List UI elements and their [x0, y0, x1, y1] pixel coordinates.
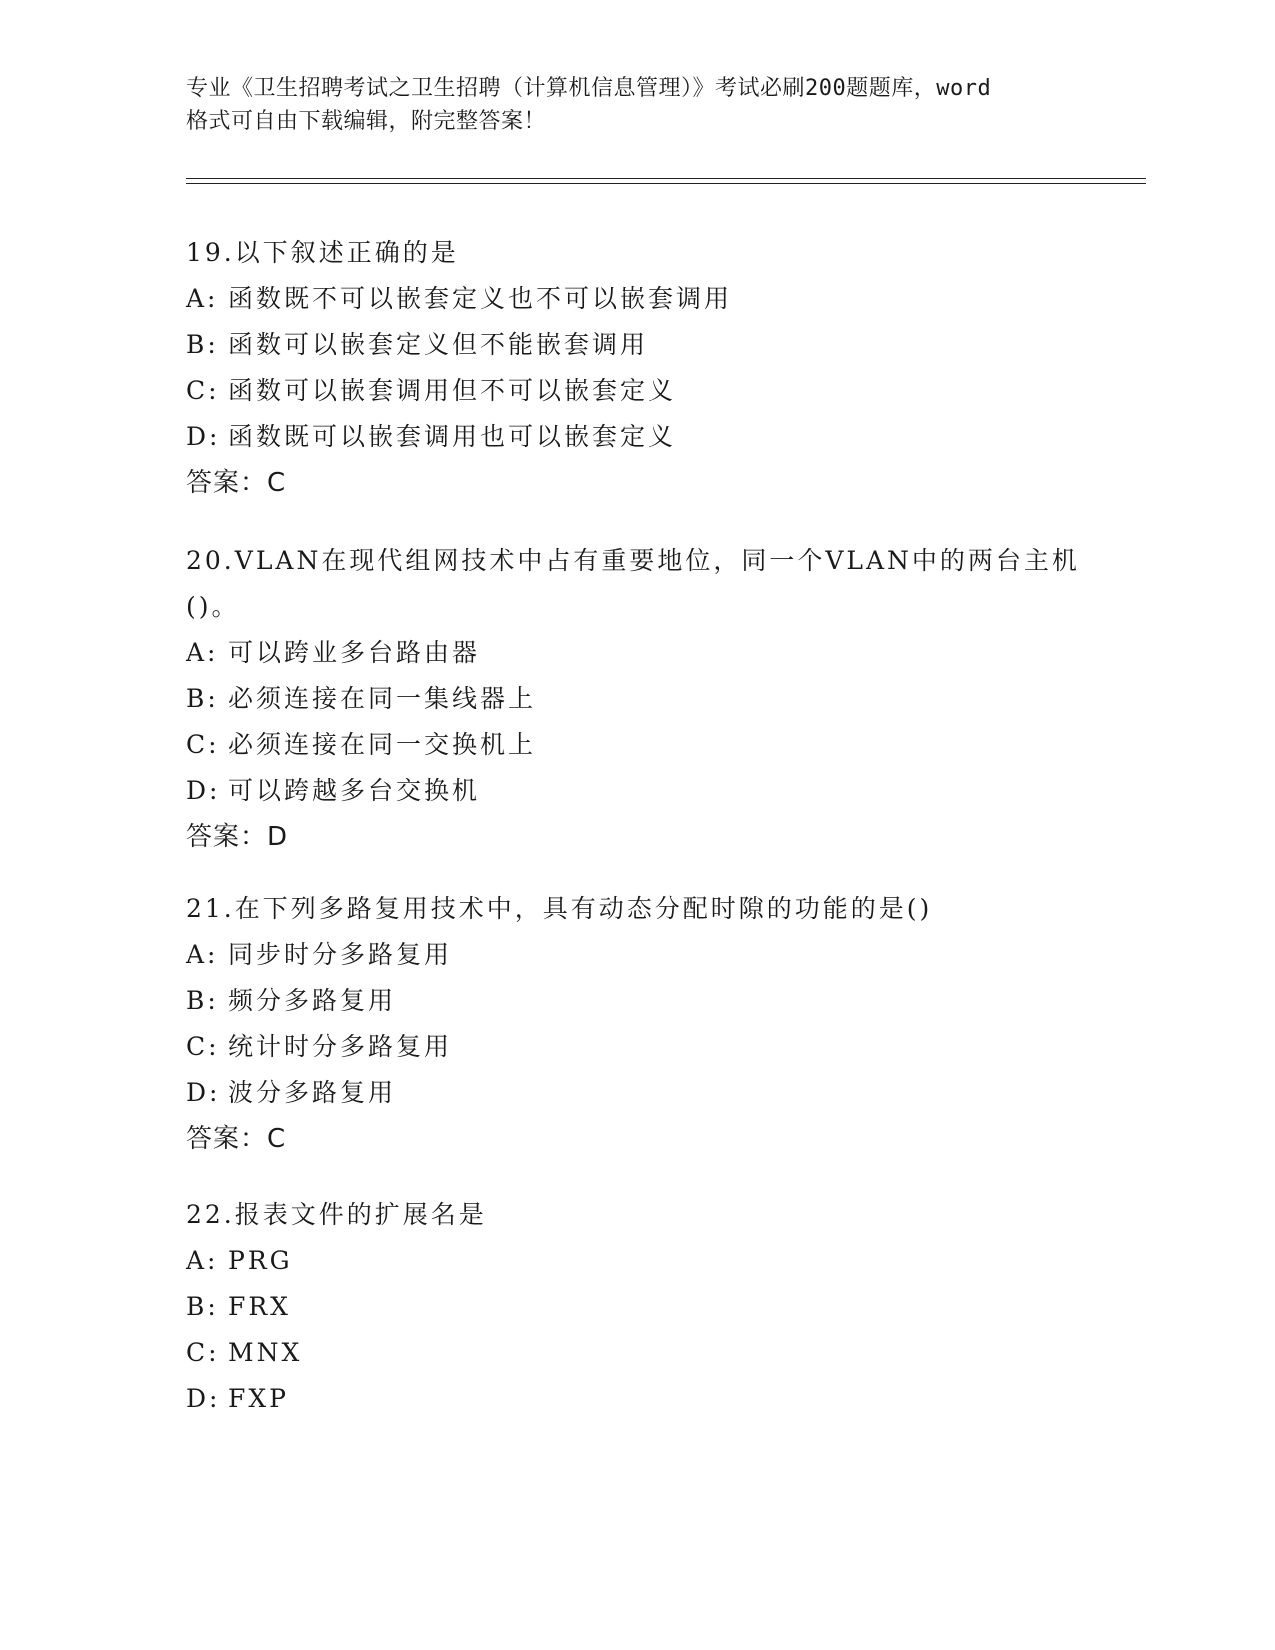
option-letter: B: — [186, 986, 219, 1015]
header-divider-top — [186, 178, 1146, 179]
option-letter: C: — [186, 1338, 220, 1367]
option-text: 可以跨业多台路由器 — [228, 638, 481, 667]
question-stem: 22.报表文件的扩展名是 — [186, 1200, 487, 1229]
question-22 — [186, 1192, 1086, 1422]
option-text: 同步时分多路复用 — [228, 940, 453, 969]
option-b — [186, 978, 1086, 1024]
option-text: 必须连接在同一集线器上 — [228, 684, 537, 713]
option-letter: B: — [186, 1292, 219, 1321]
option-letter: B: — [186, 330, 219, 359]
option-letter: A: — [186, 284, 219, 313]
question-stem: 19.以下叙述正确的是 — [186, 238, 459, 267]
option-a — [186, 932, 1086, 978]
option-letter: A: — [186, 638, 219, 667]
header-line-1: 专业《卫生招聘考试之卫生招聘（计算机信息管理）》考试必刷200题题库，word — [186, 76, 992, 101]
option-letter: C: — [186, 730, 220, 759]
option-text: FRX — [228, 1292, 291, 1321]
question-stem-line-1: 20.VLAN在现代组网技术中占有重要地位，同一个VLAN中的两台主机 — [186, 546, 1080, 575]
option-text: 必须连接在同一交换机上 — [228, 730, 537, 759]
option-text: 波分多路复用 — [228, 1078, 397, 1107]
option-letter: A: — [186, 940, 219, 969]
option-b — [186, 1284, 1086, 1330]
question-stem: 21.在下列多路复用技术中，具有动态分配时隙的功能的是() — [186, 894, 933, 923]
question-stem-line-2: ()。 — [186, 592, 240, 621]
option-text: 函数既不可以嵌套定义也不可以嵌套调用 — [228, 284, 733, 313]
answer-line: 答案：C — [186, 1124, 287, 1154]
option-a — [186, 276, 1086, 322]
option-d — [186, 768, 1086, 814]
option-b — [186, 676, 1086, 722]
option-letter: D: — [186, 1384, 221, 1413]
option-text: 函数可以嵌套定义但不能嵌套调用 — [228, 330, 649, 359]
option-text: 可以跨越多台交换机 — [228, 776, 481, 805]
option-letter: B: — [186, 684, 219, 713]
option-text: PRG — [228, 1246, 293, 1275]
question-20 — [186, 538, 1086, 860]
option-text: 函数可以嵌套调用但不可以嵌套定义 — [228, 376, 677, 405]
option-c — [186, 722, 1086, 768]
option-c — [186, 1330, 1086, 1376]
option-letter: C: — [186, 1032, 220, 1061]
option-c — [186, 1024, 1086, 1070]
option-b — [186, 322, 1086, 368]
option-c — [186, 368, 1086, 414]
header-line-2: 格式可自由下载编辑，附完整答案！ — [186, 109, 547, 134]
answer-line: 答案：C — [186, 468, 287, 498]
option-letter: A: — [186, 1246, 219, 1275]
option-a — [186, 630, 1086, 676]
option-letter: D: — [186, 776, 221, 805]
header-divider-bottom — [186, 183, 1146, 184]
answer-line: 答案：D — [186, 822, 289, 852]
option-d — [186, 1376, 1086, 1422]
option-a — [186, 1238, 1086, 1284]
option-text: 频分多路复用 — [228, 986, 397, 1015]
document-header — [186, 72, 1086, 138]
option-d — [186, 1070, 1086, 1116]
option-text: 函数既可以嵌套调用也可以嵌套定义 — [228, 422, 677, 451]
question-19 — [186, 230, 1086, 506]
question-21 — [186, 886, 1086, 1162]
option-text: MNX — [228, 1338, 303, 1367]
option-text: FXP — [228, 1384, 289, 1413]
option-letter: D: — [186, 1078, 221, 1107]
option-d — [186, 414, 1086, 460]
option-text: 统计时分多路复用 — [228, 1032, 453, 1061]
option-letter: C: — [186, 376, 220, 405]
option-letter: D: — [186, 422, 221, 451]
